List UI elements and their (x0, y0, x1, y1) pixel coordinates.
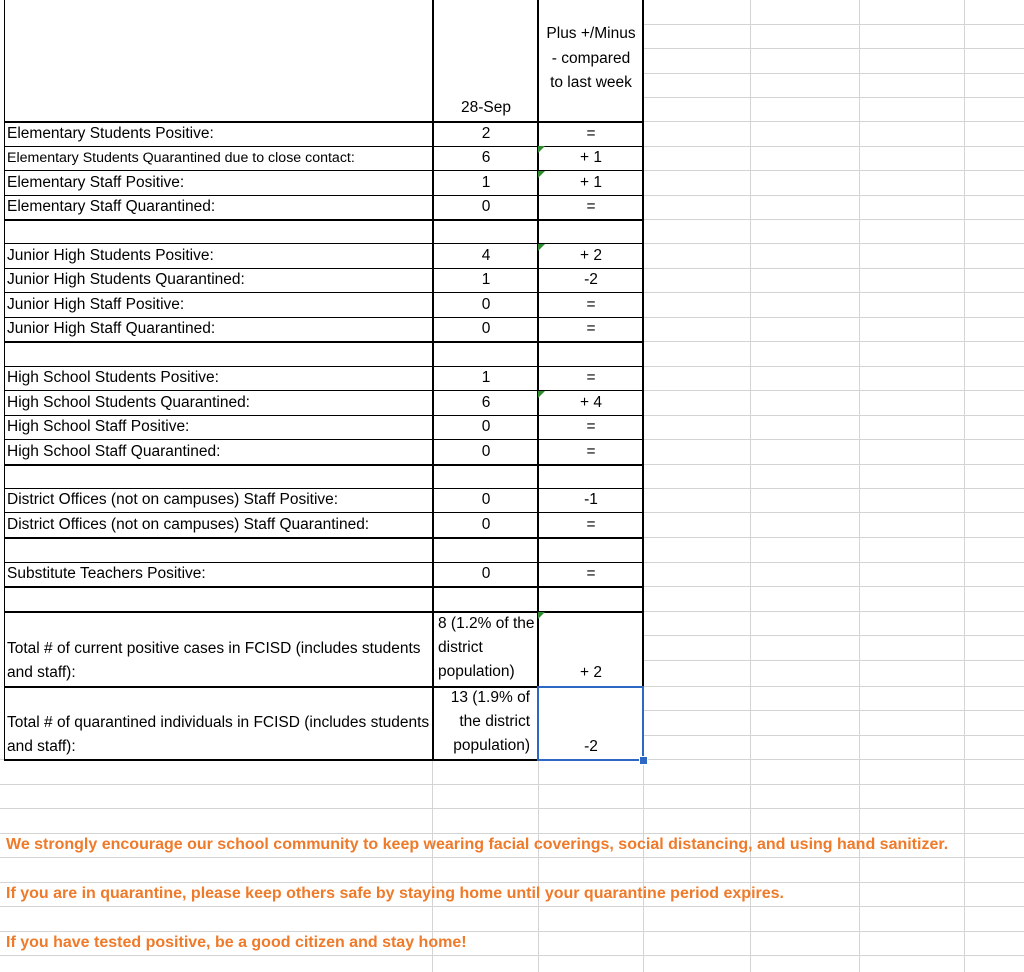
table-border (4, 219, 644, 221)
table-row (0, 244, 1024, 268)
gridline (644, 586, 1024, 587)
row-value[interactable]: 1 (481, 369, 491, 386)
row-change[interactable]: + 4 (580, 394, 602, 411)
row-change[interactable]: + 1 (580, 149, 602, 166)
row-change[interactable]: = (586, 565, 596, 582)
table-row (0, 122, 1024, 146)
table-row (0, 366, 1024, 390)
total-quarantined-change[interactable]: -2 (584, 738, 598, 755)
note-quarantine[interactable]: If you are in quarantine, please keep others safe by staying home until your quarantine period expires. (6, 885, 784, 902)
row-label[interactable]: Junior High Staff Positive: (7, 296, 185, 313)
table-border (4, 537, 644, 539)
row-change[interactable]: = (586, 198, 596, 215)
gridline (0, 857, 1024, 858)
row-label[interactable]: Elementary Students Quarantined due to close contact: (7, 150, 355, 166)
row-change[interactable]: = (586, 418, 596, 435)
table-border (4, 464, 644, 466)
gridline (0, 808, 1024, 809)
table-row (0, 317, 1024, 341)
row-label[interactable]: Junior High Staff Quarantined: (7, 320, 216, 337)
table-row (0, 562, 1024, 586)
row-label[interactable]: Elementary Staff Positive: (7, 174, 185, 191)
note-row (0, 931, 1024, 955)
note-row (0, 833, 1024, 857)
row-value[interactable]: 0 (481, 491, 491, 508)
row-value[interactable]: 0 (481, 418, 491, 435)
total-quarantined-value[interactable]: 13 (1.9% of the district population) (450, 689, 530, 754)
total-positive-value[interactable]: 8 (1.2% of the district population) (438, 615, 535, 680)
row-label[interactable]: Elementary Students Positive: (7, 125, 214, 142)
gridline (0, 955, 1024, 956)
gridline (0, 906, 1024, 907)
row-value[interactable]: 0 (481, 516, 491, 533)
row-value[interactable]: 1 (481, 271, 491, 288)
row-label[interactable]: District Offices (not on campuses) Staff Positive: (7, 491, 339, 508)
row-value[interactable]: 0 (481, 443, 491, 460)
header-row (0, 0, 1024, 121)
selected-cell-outline[interactable] (537, 686, 644, 761)
row-change[interactable]: + 2 (580, 247, 602, 264)
gridline (644, 464, 1024, 465)
table-border (4, 341, 644, 343)
row-value[interactable]: 2 (481, 125, 491, 142)
note-row (0, 882, 1024, 906)
gridline (644, 219, 1024, 220)
row-change[interactable]: -1 (584, 491, 598, 508)
comment-marker-icon[interactable] (538, 171, 545, 178)
row-label[interactable]: High School Students Quarantined: (7, 394, 250, 411)
date-column-header[interactable]: 28-Sep (461, 99, 511, 116)
row-label[interactable]: Junior High Students Positive: (7, 247, 214, 264)
note-tested-positive[interactable]: If you have tested positive, be a good citizen and stay home! (6, 934, 467, 951)
row-label[interactable]: High School Students Positive: (7, 369, 219, 386)
comment-marker-icon[interactable] (538, 612, 545, 619)
note-facial-coverings[interactable]: We strongly encourage our school community to keep wearing facial coverings, social distancing, and using hand sanitizer. (6, 836, 949, 853)
row-label[interactable]: High School Staff Positive: (7, 418, 190, 435)
row-label[interactable]: Junior High Students Quarantined: (7, 271, 245, 288)
row-label[interactable]: Elementary Staff Quarantined: (7, 198, 216, 215)
row-value[interactable]: 1 (481, 174, 491, 191)
row-value[interactable]: 0 (481, 320, 491, 337)
row-value[interactable]: 0 (481, 296, 491, 313)
row-label[interactable]: District Offices (not on campuses) Staff Quarantined: (7, 516, 370, 533)
row-value[interactable]: 6 (481, 149, 491, 166)
table-row (0, 415, 1024, 439)
comment-marker-icon[interactable] (538, 146, 545, 153)
row-value[interactable]: 0 (481, 565, 491, 582)
table-row (0, 293, 1024, 317)
total-quarantined-row (0, 686, 1024, 760)
comment-marker-icon[interactable] (538, 391, 545, 398)
total-positive-row (0, 612, 1024, 686)
gridline (644, 341, 1024, 342)
table-row (0, 195, 1024, 219)
total-quarantined-label[interactable]: Total # of quarantined individuals in FCISD (includes students and staff): (7, 714, 430, 755)
row-change[interactable]: = (586, 516, 596, 533)
table-border (4, 586, 644, 588)
table-row (0, 440, 1024, 464)
row-label[interactable]: Substitute Teachers Positive: (7, 565, 206, 582)
row-change[interactable]: + 1 (580, 174, 602, 191)
table-row (0, 146, 1024, 170)
table-row (0, 391, 1024, 415)
row-value[interactable]: 6 (481, 394, 491, 411)
row-change[interactable]: = (586, 320, 596, 337)
row-value[interactable]: 4 (481, 247, 491, 264)
row-change[interactable]: = (586, 125, 596, 142)
table-row (0, 488, 1024, 512)
table-row (0, 268, 1024, 292)
change-column-header[interactable]: Plus +/Minus - compared to last week (546, 25, 636, 91)
total-positive-change[interactable]: + 2 (580, 664, 602, 681)
total-positive-label[interactable]: Total # of current positive cases in FCISD (includes students and staff): (7, 640, 421, 681)
row-change[interactable]: = (586, 369, 596, 386)
comment-marker-icon[interactable] (538, 244, 545, 251)
row-value[interactable]: 0 (481, 198, 491, 215)
table-row (0, 513, 1024, 537)
row-change[interactable]: = (586, 296, 596, 313)
row-change[interactable]: = (586, 443, 596, 460)
table-row (0, 171, 1024, 195)
fill-handle[interactable] (639, 756, 648, 765)
row-change[interactable]: -2 (584, 271, 598, 288)
gridline (0, 784, 1024, 785)
gridline (644, 537, 1024, 538)
row-label[interactable]: High School Staff Quarantined: (7, 443, 221, 460)
